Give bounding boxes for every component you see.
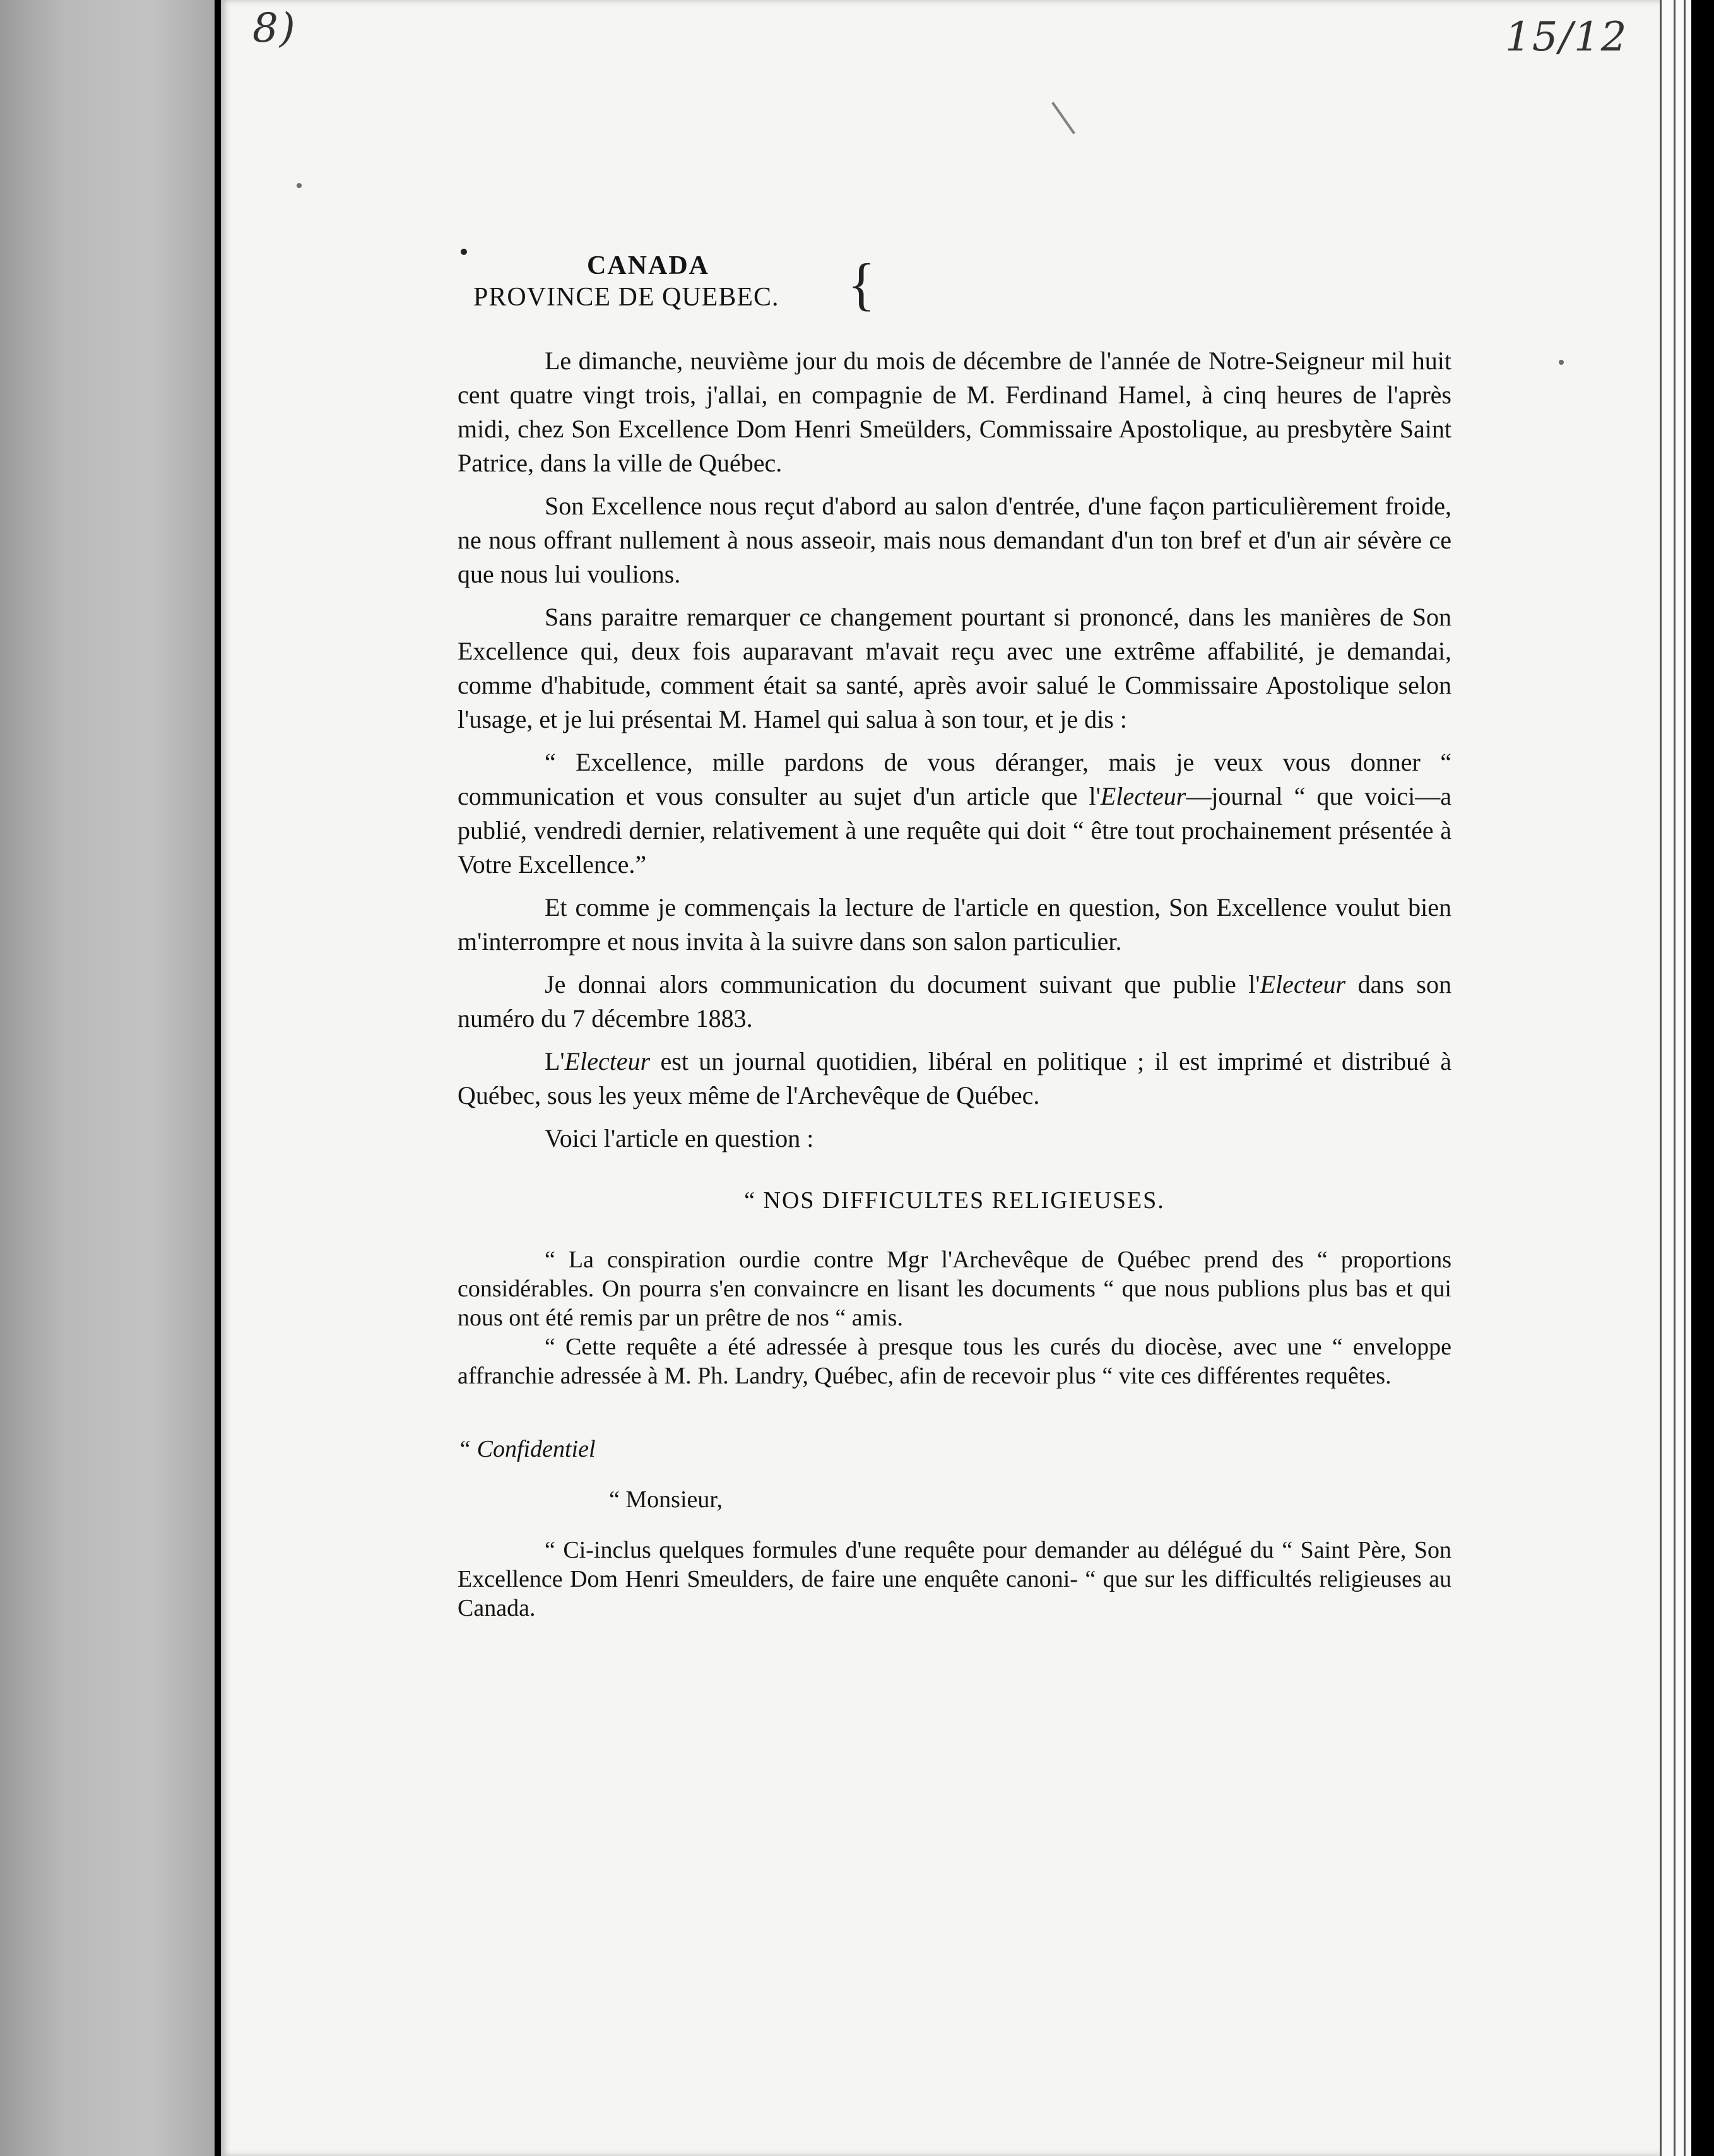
quoted-speech xyxy=(458,745,1451,882)
scan-border xyxy=(1691,0,1714,2156)
quote-text: —journal “ que voici—a publié, vendredi dernier, relativement à une requête qui doit “ être tout prochainement présentée à Votre Excellence.” xyxy=(458,782,1451,879)
article-paragraph: “ La conspiration ourdie contre Mgr l'Archevêque de Québec prend des “ proportions considérables. On pourra s'en convaincre en lisant les documents “ que nous publions plus bas et qui nous ont été remis par un prêtre de nos “ amis. xyxy=(458,1247,1451,1331)
bullet-mark xyxy=(461,249,467,255)
dust-speck xyxy=(297,183,302,188)
paragraph-text: L' xyxy=(545,1047,565,1075)
body-paragraph xyxy=(458,968,1451,1036)
adjacent-page-strip xyxy=(0,0,215,2156)
body-paragraph: Et comme je commençais la lecture de l'article en question, Son Excellence voulut bien m'interrompre et nous invita à la suivre dans son salon particulier. xyxy=(458,893,1451,956)
dust-speck xyxy=(1559,360,1564,365)
body-paragraph: Le dimanche, neuvième jour du mois de décembre de l'année de Notre-Seigneur mil huit cent quatre vingt trois, j'allai, en compagnie de M. Ferdinand Hamel, à cinq heures de l'après midi, chez Son Excellence Dom Henri Smeülders, Commissaire Apostolique, au presbytère Saint Patrice, dans la ville de Québec. xyxy=(458,346,1451,477)
confidential-label: “ Confidentiel xyxy=(458,1436,596,1462)
article-paragraph: “ Cette requête a été adressée à presque tous les curés du diocèse, avec une “ enveloppe affranchie adressée à M. Ph. Landry, Québec, afin de recevoir plus “ vite ces différentes requêtes. xyxy=(458,1334,1451,1389)
article-title: “ NOS DIFFICULTES RELIGIEUSES. xyxy=(744,1187,1165,1214)
letter-salutation: “ Monsieur, xyxy=(609,1486,723,1513)
paragraph-text: est un journal quotidien, libéral en politique ; il est imprimé et distribué à Québec, sous les yeux même de l'Archevêque de Québec. xyxy=(458,1047,1451,1110)
paragraph-text: dans son numéro du 7 décembre 1883. xyxy=(458,970,1451,1033)
handwritten-folio-mark: 8) xyxy=(252,5,297,52)
newspaper-name: Electeur xyxy=(564,1047,651,1075)
newspaper-name: Electeur xyxy=(1260,970,1346,998)
document-heading xyxy=(473,250,779,313)
newspaper-name: Electeur xyxy=(1100,782,1186,810)
body-paragraph: Sans paraitre remarquer ce changement pourtant si prononcé, dans les manières de Son Excellence qui, deux fois auparavant m'avait reçu avec une extrême affabilité, je demandai, comme d'habitude, comment était sa santé, après avoir salué le Commissaire Apostolique selon l'usage, et je lui présentai M. Hamel qui salua à son tour, et je dis : xyxy=(458,603,1451,733)
body-paragraph xyxy=(458,1045,1451,1113)
heading-country: CANADA xyxy=(587,251,709,280)
document-body xyxy=(458,344,1451,1623)
quote-text: “ Excellence, mille pardons de vous déranger, mais je veux vous donner “ communication et vous consulter au sujet d'un article que l' xyxy=(458,748,1451,810)
body-paragraph: Voici l'article en question : xyxy=(545,1124,814,1152)
handwritten-page-reference: 15/12 xyxy=(1505,14,1628,61)
article-quote-block xyxy=(458,1245,1451,1623)
body-paragraph: Son Excellence nous reçut d'abord au salon d'entrée, d'une façon particulièrement froide, ne nous offrant nullement à nous asseoir, mais nous demandant d'un ton bref et d'un air sévère ce que nous lui voulions. xyxy=(458,492,1451,588)
page-edge xyxy=(1674,0,1684,2156)
article-paragraph: “ Ci-inclus quelques formules d'une requête pour demander au délégué du “ Saint Père, Son Excellence Dom Henri Smeulders, de faire une enquête canoni- “ que sur les difficultés religieuses au Canada. xyxy=(458,1537,1451,1621)
heading-brace: { xyxy=(848,252,876,316)
paragraph-text: Je donnai alors communication du document suivant que publie l' xyxy=(545,970,1260,998)
heading-province: PROVINCE DE QUEBEC. xyxy=(473,283,779,312)
page-edge xyxy=(1660,0,1674,2156)
